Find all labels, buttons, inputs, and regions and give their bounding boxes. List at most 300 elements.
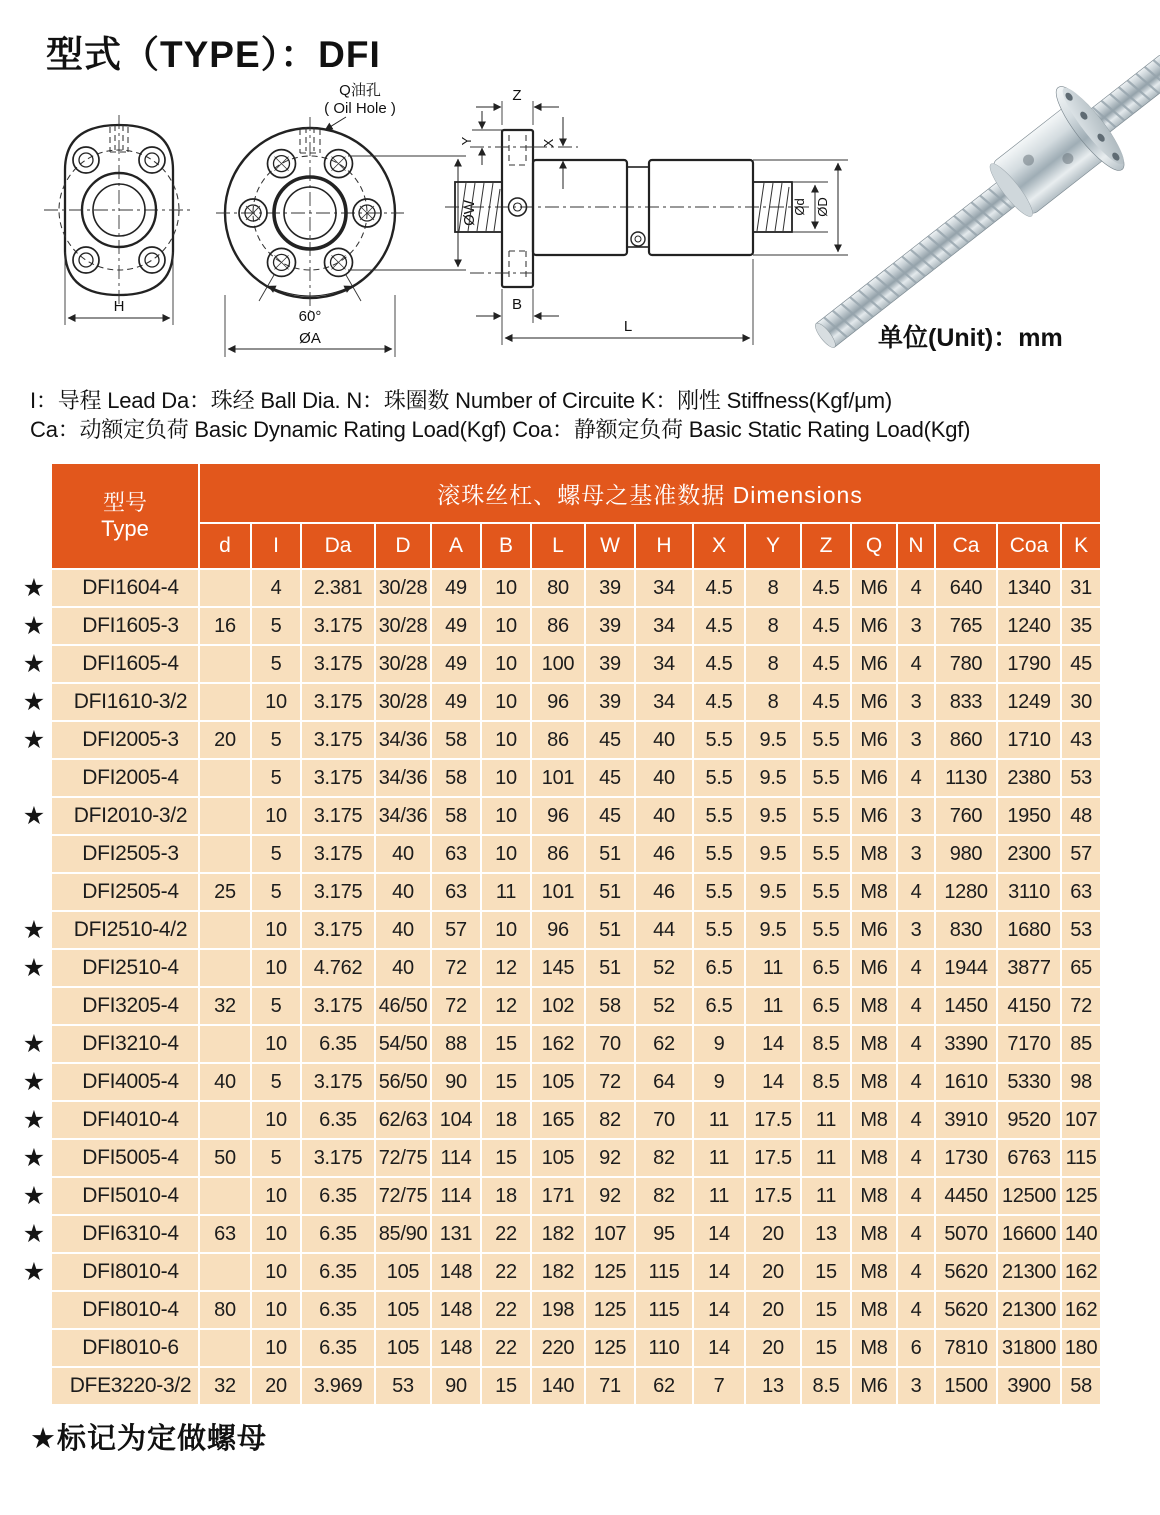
table-row [18, 608, 1100, 644]
column-header-ca: Ca [936, 524, 996, 568]
dimension-value: M8 [852, 1254, 896, 1290]
dimension-value [200, 760, 250, 796]
dimension-value [200, 836, 250, 872]
dimension-value: 30/28 [376, 684, 430, 720]
model-type: DFI3205-4 [52, 988, 198, 1024]
dimension-value: 14 [746, 1026, 800, 1062]
dimension-value: 12500 [998, 1178, 1060, 1214]
table-row [18, 1292, 1100, 1328]
dimension-value: 4 [898, 1292, 934, 1328]
dimension-value: 53 [1062, 760, 1100, 796]
dimension-value: 10 [482, 912, 530, 948]
dimension-value: 22 [482, 1254, 530, 1290]
table-row [18, 1102, 1100, 1138]
dimension-value: 85 [1062, 1026, 1100, 1062]
dimension-value: 58 [432, 798, 480, 834]
dimension-value: 1240 [998, 608, 1060, 644]
dimension-value: 1340 [998, 570, 1060, 606]
dimension-value: 10 [252, 1254, 300, 1290]
dimension-value: 86 [532, 836, 584, 872]
dimension-value: M8 [852, 1026, 896, 1062]
dimension-value: 45 [586, 798, 634, 834]
dimension-value: 101 [532, 874, 584, 910]
dimension-value: 5.5 [802, 798, 850, 834]
dimension-value: M6 [852, 684, 896, 720]
dimension-value: 10 [252, 1330, 300, 1366]
dimension-value: 52 [636, 988, 692, 1024]
dimension-value: 40 [200, 1064, 250, 1100]
dimension-value: 58 [586, 988, 634, 1024]
dimension-value: 5.5 [802, 722, 850, 758]
dimension-value: 40 [376, 874, 430, 910]
dimension-value: 51 [586, 836, 634, 872]
dimension-value: 3.175 [302, 1064, 374, 1100]
dimension-value: 10 [252, 1026, 300, 1062]
star-placeholder [18, 1368, 50, 1404]
dimension-value: M8 [852, 1216, 896, 1252]
dimension-value: 86 [532, 722, 584, 758]
dimension-value: 22 [482, 1216, 530, 1252]
dimension-value: 162 [532, 1026, 584, 1062]
dimension-value: 125 [586, 1292, 634, 1328]
dimension-value [200, 684, 250, 720]
dimension-value: 17.5 [746, 1178, 800, 1214]
dimension-value: 96 [532, 912, 584, 948]
dimension-value: 4 [898, 1026, 934, 1062]
dimension-value: M8 [852, 1140, 896, 1176]
dimension-value: 8 [746, 570, 800, 606]
dimension-value: 40 [376, 950, 430, 986]
dimension-value [200, 1178, 250, 1214]
dim-l-label: L [623, 318, 633, 335]
dimension-value: 85/90 [376, 1216, 430, 1252]
dimension-value: 6763 [998, 1140, 1060, 1176]
dimension-value: 3.175 [302, 646, 374, 682]
dimension-value: 34 [636, 608, 692, 644]
dimension-value [200, 798, 250, 834]
dimension-value: 51 [586, 912, 634, 948]
dimension-value: 3.175 [302, 608, 374, 644]
table-row [18, 798, 1100, 834]
model-type: DFI1605-3 [52, 608, 198, 644]
dimension-value: 20 [746, 1216, 800, 1252]
dimension-value: 72 [432, 988, 480, 1024]
footnote: ★标记为定做螺母 [30, 1423, 267, 1455]
dimension-value: 34/36 [376, 798, 430, 834]
dimension-value: 6 [898, 1330, 934, 1366]
dimension-value: 35 [1062, 608, 1100, 644]
dimension-value: 4.762 [302, 950, 374, 986]
dimension-value: 5 [252, 874, 300, 910]
dimension-value: 5 [252, 836, 300, 872]
dimension-value: 4 [898, 874, 934, 910]
dimension-value: 82 [636, 1140, 692, 1176]
dimension-value: 114 [432, 1140, 480, 1176]
type-header-en: Type [101, 516, 149, 541]
dimension-value: 10 [482, 570, 530, 606]
dim-w-label: ØW [461, 200, 478, 226]
dimension-value: M6 [852, 798, 896, 834]
dimension-value: 4 [898, 570, 934, 606]
fig-flange-side-view [44, 115, 194, 325]
dimension-value: 105 [532, 1064, 584, 1100]
dimension-value: M6 [852, 912, 896, 948]
dimension-value [200, 570, 250, 606]
dimension-value: 148 [432, 1330, 480, 1366]
custom-nut-star: ★ [22, 725, 46, 754]
unit-label: 单位(Unit)：mm [878, 324, 1063, 352]
dimensions-header: 滚珠丝杠、螺母之基准数据 Dimensions [200, 464, 1100, 522]
dimension-value: 5 [252, 1140, 300, 1176]
model-type: DFI2510-4 [52, 950, 198, 986]
dimension-value: 1249 [998, 684, 1060, 720]
dimension-value [200, 1026, 250, 1062]
dimension-value: 4.5 [694, 646, 744, 682]
model-type: DFI5010-4 [52, 1178, 198, 1214]
dimension-value: 180 [1062, 1330, 1100, 1366]
dimension-value: 107 [586, 1216, 634, 1252]
dimension-value: 5 [252, 722, 300, 758]
dimension-value [200, 1254, 250, 1290]
dimension-value: 40 [636, 722, 692, 758]
dimension-value: 9.5 [746, 760, 800, 796]
dimension-value: 3.175 [302, 760, 374, 796]
dimension-value: 11 [694, 1102, 744, 1138]
dimension-value: 9.5 [746, 874, 800, 910]
dimension-value: 1610 [936, 1064, 996, 1100]
column-header-d: d [200, 524, 250, 568]
dimension-value: 20 [200, 722, 250, 758]
dimension-value: 14 [694, 1216, 744, 1252]
table-row [18, 760, 1100, 796]
dimension-value: 165 [532, 1102, 584, 1138]
dimension-value: 62/63 [376, 1102, 430, 1138]
dimension-value: 780 [936, 646, 996, 682]
dimension-value: M8 [852, 1292, 896, 1328]
dimension-value: 1950 [998, 798, 1060, 834]
dimension-value: 765 [936, 608, 996, 644]
dimension-value: 13 [802, 1216, 850, 1252]
dimension-value: 105 [376, 1254, 430, 1290]
dimension-value: 860 [936, 722, 996, 758]
column-header-q: Q [852, 524, 896, 568]
dimension-value: 6.5 [694, 988, 744, 1024]
model-type: DFI2010-3/2 [52, 798, 198, 834]
dimension-value: 51 [586, 874, 634, 910]
custom-nut-star: ★ [22, 915, 46, 944]
dimension-value: 5.5 [802, 874, 850, 910]
custom-nut-star: ★ [22, 1181, 46, 1210]
table-row [18, 1330, 1100, 1366]
dimension-value: 104 [432, 1102, 480, 1138]
dimension-value: 6.35 [302, 1330, 374, 1366]
dimension-value: 62 [636, 1368, 692, 1404]
dimension-value: 5.5 [802, 912, 850, 948]
dimension-value: 9.5 [746, 836, 800, 872]
model-type: DFI3210-4 [52, 1026, 198, 1062]
dimension-value: 5 [252, 646, 300, 682]
dimension-value: 5.5 [694, 874, 744, 910]
dimension-value: 4.5 [694, 570, 744, 606]
custom-nut-star: ★ [22, 1143, 46, 1172]
dimension-value: 58 [1062, 1368, 1100, 1404]
dim-d-small-label: Ød [792, 198, 807, 216]
dimension-value: 40 [376, 836, 430, 872]
dimension-value: 51 [586, 950, 634, 986]
column-header-z: Z [802, 524, 850, 568]
dimension-value: 10 [252, 1216, 300, 1252]
dimension-value [200, 1330, 250, 1366]
dimension-value: 3.175 [302, 874, 374, 910]
dimension-value: 3.175 [302, 988, 374, 1024]
dimension-value: 5 [252, 988, 300, 1024]
dimension-value: 63 [200, 1216, 250, 1252]
custom-nut-star: ★ [22, 953, 46, 982]
dimension-value: 5620 [936, 1254, 996, 1290]
dimension-value: 52 [636, 950, 692, 986]
dimension-value: 3 [898, 1368, 934, 1404]
dimension-value: 20 [252, 1368, 300, 1404]
dimension-value: 1944 [936, 950, 996, 986]
dimension-value: 40 [636, 798, 692, 834]
dimension-value: 57 [432, 912, 480, 948]
dimension-value: 101 [532, 760, 584, 796]
dim-angle-label: 60° [298, 308, 322, 325]
column-header-y: Y [746, 524, 800, 568]
dimension-value: 105 [376, 1292, 430, 1328]
oil-hole-label-cn: Q油孔 [339, 82, 381, 99]
table-row [18, 1178, 1100, 1214]
dimension-value: M8 [852, 874, 896, 910]
model-type: DFI2505-4 [52, 874, 198, 910]
model-type: DFI6310-4 [52, 1216, 198, 1252]
dimension-value: 148 [432, 1254, 480, 1290]
dimension-value: 14 [694, 1254, 744, 1290]
star-placeholder [18, 760, 50, 796]
dimension-value: 71 [586, 1368, 634, 1404]
dimension-value: 63 [1062, 874, 1100, 910]
dimension-value: 10 [252, 684, 300, 720]
dimension-value: 6.35 [302, 1292, 374, 1328]
dimension-value: 20 [746, 1292, 800, 1328]
dimension-value: 3390 [936, 1026, 996, 1062]
dimension-value: 4 [898, 950, 934, 986]
dimension-value: 4.5 [694, 684, 744, 720]
dimension-value: 4 [898, 1102, 934, 1138]
dimension-value: 70 [586, 1026, 634, 1062]
table-row [18, 950, 1100, 986]
dimension-value: 5070 [936, 1216, 996, 1252]
dimension-value: 11 [694, 1178, 744, 1214]
dimension-value: 1790 [998, 646, 1060, 682]
dimension-value: 63 [432, 874, 480, 910]
column-header-n: N [898, 524, 934, 568]
dimension-value: 4150 [998, 988, 1060, 1024]
dimension-value: 43 [1062, 722, 1100, 758]
dimension-value: M6 [852, 646, 896, 682]
dimension-value: 182 [532, 1216, 584, 1252]
dimension-value: 110 [636, 1330, 692, 1366]
dimension-value: 105 [376, 1330, 430, 1366]
dimension-value: 40 [376, 912, 430, 948]
dimension-value: 72/75 [376, 1178, 430, 1214]
dimension-value: 830 [936, 912, 996, 948]
dim-y-label: Y [459, 136, 474, 146]
dimension-value: 20 [746, 1330, 800, 1366]
dimension-value: 9 [694, 1064, 744, 1100]
column-header-l: L [532, 524, 584, 568]
dimension-value: 6.35 [302, 1026, 374, 1062]
dimension-value: 4 [898, 1178, 934, 1214]
dimension-value: M8 [852, 1102, 896, 1138]
dimension-value: 65 [1062, 950, 1100, 986]
star-placeholder [18, 988, 50, 1024]
dimension-value: 46/50 [376, 988, 430, 1024]
dimension-value: 5.5 [694, 836, 744, 872]
dimension-value: 3910 [936, 1102, 996, 1138]
dimension-value: 980 [936, 836, 996, 872]
dimension-value: 10 [252, 798, 300, 834]
dimension-value: M6 [852, 950, 896, 986]
table-row [18, 646, 1100, 682]
dimension-value: 4 [898, 1216, 934, 1252]
model-type: DFI1605-4 [52, 646, 198, 682]
dimension-value: 5620 [936, 1292, 996, 1328]
dimension-value: 96 [532, 798, 584, 834]
dimension-value: 49 [432, 646, 480, 682]
dimension-value: 9.5 [746, 912, 800, 948]
dimension-value: 145 [532, 950, 584, 986]
dimension-value: 4 [898, 760, 934, 796]
dimension-value: 15 [802, 1254, 850, 1290]
model-type: DFI8010-6 [52, 1330, 198, 1366]
dimension-value: 4 [898, 1254, 934, 1290]
custom-nut-star: ★ [22, 649, 46, 678]
dimension-value: 10 [252, 950, 300, 986]
table-row [18, 836, 1100, 872]
dimension-value: 11 [802, 1178, 850, 1214]
fig-flange-front-view [216, 81, 478, 357]
table-row [18, 1140, 1100, 1176]
dimension-value: 15 [482, 1368, 530, 1404]
dimension-value: 62 [636, 1026, 692, 1062]
dimension-value: 12 [482, 988, 530, 1024]
dimension-value: M8 [852, 988, 896, 1024]
column-header-x: X [694, 524, 744, 568]
dimension-value: 8.5 [802, 1064, 850, 1100]
table-row [18, 1254, 1100, 1290]
dimension-value: 39 [586, 608, 634, 644]
table-row [18, 912, 1100, 948]
column-header-a: A [432, 524, 480, 568]
dimension-value: 220 [532, 1330, 584, 1366]
column-header-b: B [482, 524, 530, 568]
dimension-value: 32 [200, 1368, 250, 1404]
dimension-value: 760 [936, 798, 996, 834]
dimension-value [200, 950, 250, 986]
table-row [18, 1368, 1100, 1404]
dimension-value: 3.175 [302, 722, 374, 758]
dimension-value: 17.5 [746, 1102, 800, 1138]
dimension-value: 10 [252, 1178, 300, 1214]
table-row [18, 874, 1100, 910]
dimension-value: 5 [252, 608, 300, 644]
dimension-value: 70 [636, 1102, 692, 1138]
dimension-value: 162 [1062, 1292, 1100, 1328]
oil-hole-label-en: ( Oil Hole ) [324, 100, 396, 117]
dimension-value: 3.175 [302, 684, 374, 720]
legend-line-1: I：导程 Lead Da：珠经 Ball Dia. N：珠圈数 Number of Circuite K：刚性 Stiffness(Kgf/μm) [30, 388, 892, 413]
dimension-value: 49 [432, 684, 480, 720]
dimension-value: 3 [898, 798, 934, 834]
dimension-value: 140 [1062, 1216, 1100, 1252]
column-header-w: W [586, 524, 634, 568]
dimension-value: 40 [636, 760, 692, 796]
dimension-value: 3877 [998, 950, 1060, 986]
dimension-value: 10 [252, 912, 300, 948]
table-row [18, 722, 1100, 758]
dimension-value: 5.5 [694, 912, 744, 948]
dimension-value: 31 [1062, 570, 1100, 606]
table-row [18, 988, 1100, 1024]
dimension-value: 4 [898, 1064, 934, 1100]
dimension-value: 171 [532, 1178, 584, 1214]
dimension-value: 31800 [998, 1330, 1060, 1366]
fig-section-view [445, 87, 848, 345]
dimension-value: 30/28 [376, 646, 430, 682]
dimension-value: 15 [482, 1064, 530, 1100]
star-placeholder [18, 836, 50, 872]
dimension-value [200, 1102, 250, 1138]
dimension-value: 15 [802, 1292, 850, 1328]
column-header-da: Da [302, 524, 374, 568]
dimension-value: 131 [432, 1216, 480, 1252]
dimension-value: 115 [636, 1254, 692, 1290]
dimension-value: 5.5 [694, 722, 744, 758]
dimension-value: 162 [1062, 1254, 1100, 1290]
dimension-value: 16 [200, 608, 250, 644]
model-type: DFI2005-3 [52, 722, 198, 758]
model-type: DFI2005-4 [52, 760, 198, 796]
dimension-value: 14 [694, 1330, 744, 1366]
model-type: DFI4010-4 [52, 1102, 198, 1138]
dimension-value: 4.5 [802, 570, 850, 606]
model-type: DFI2505-3 [52, 836, 198, 872]
dimension-value: 3900 [998, 1368, 1060, 1404]
dimension-value: 39 [586, 646, 634, 682]
dimension-value: 10 [482, 608, 530, 644]
dimension-value: 640 [936, 570, 996, 606]
custom-nut-star: ★ [22, 1067, 46, 1096]
dimension-value: 3.175 [302, 836, 374, 872]
dimension-value: 45 [586, 760, 634, 796]
dimension-value: 11 [746, 988, 800, 1024]
dimension-value: 5.5 [802, 760, 850, 796]
model-type: DFE3220-3/2 [52, 1368, 198, 1404]
dimension-value: 18 [482, 1102, 530, 1138]
dimension-value [200, 646, 250, 682]
dimension-value: 4.5 [694, 608, 744, 644]
model-type: DFI4005-4 [52, 1064, 198, 1100]
dimension-value: 86 [532, 608, 584, 644]
dimension-value: 115 [1062, 1140, 1100, 1176]
custom-nut-star: ★ [22, 1029, 46, 1058]
dimension-value: 100 [532, 646, 584, 682]
dimension-value: 80 [200, 1292, 250, 1328]
page-title: 型式（TYPE）：DFI [46, 34, 381, 75]
dimension-value: 5.5 [694, 798, 744, 834]
dimension-value: 34/36 [376, 760, 430, 796]
